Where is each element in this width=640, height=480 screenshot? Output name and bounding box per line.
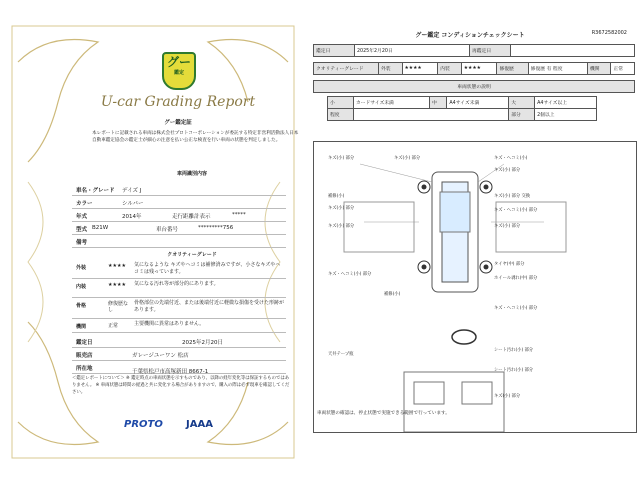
type-row <box>72 221 286 235</box>
car-diagram-drawing <box>314 142 636 432</box>
repair-value: 修復歴 有 程度 <box>528 63 587 75</box>
appraisal-date-value: 2025年2月20日 <box>355 45 470 57</box>
shop-label: 販売店 <box>76 353 93 359</box>
date-row <box>72 334 286 348</box>
type-label: 型式 <box>76 227 88 233</box>
address-label: 所在地 <box>76 366 93 372</box>
mileage-value: ***** <box>232 212 246 218</box>
grade-stars: 正常 <box>108 323 119 329</box>
reappraisal-value <box>511 45 635 57</box>
damage-label: ホイール剥れ(中) 部分 <box>494 276 538 281</box>
damage-label: キズ(小) 部分 交換 <box>494 194 531 199</box>
grade-engine <box>72 319 286 333</box>
grading-certificate <box>8 22 298 462</box>
damage-label: キズ(小) 部分 <box>494 394 521 399</box>
report-title: U-car Grading Report <box>100 94 256 110</box>
mileage-label: 走行距離計表示 <box>172 214 211 220</box>
exterior-label: 外装 <box>379 63 403 75</box>
engine-label: 機関 <box>587 63 611 75</box>
quality-table <box>313 62 635 75</box>
color-value: シルバー <box>122 201 144 207</box>
condition-check-sheet <box>305 30 635 470</box>
damage-diagram <box>313 141 637 433</box>
reappraisal-label: 再鑑定日 <box>470 45 511 57</box>
year-label: 年式 <box>76 214 88 220</box>
grade-text: 主要機関に異常はありません。 <box>134 321 205 327</box>
grade-frame <box>72 298 286 319</box>
size-a4-over: A4サイズ以上 <box>535 97 597 109</box>
size-legend-table <box>327 96 597 121</box>
damage-label: 補修(小) <box>384 292 401 297</box>
damage-label: キズ・ヘコミ(小) <box>494 156 528 161</box>
address-value: 千葉県松戸市高塚新田 8667-1 <box>132 369 209 375</box>
report-subtitle: グー鑑定証 <box>164 120 192 126</box>
shop-value: ガレージユーワン 松店 <box>132 353 189 359</box>
damage-label: キズ(小) 部分 <box>494 224 521 229</box>
seal-subtext: 鑑定 <box>173 70 184 76</box>
chassis-label: 車台番号 <box>156 227 179 233</box>
damage-label: キズ(小) 部分 <box>494 168 521 173</box>
interior-stars: ★★★★ <box>461 63 497 75</box>
seal-text: グー <box>166 55 191 69</box>
damage-label: キズ(小) 部分 <box>394 156 421 161</box>
sheet-title: グー鑑定 コンディションチェックシート <box>415 32 525 39</box>
size-large: 大 <box>509 97 535 109</box>
engine-value: 正常 <box>611 63 635 75</box>
grade-label: 外装 <box>76 265 87 271</box>
damage-label: キズ・ヘコミ(小) 部分 <box>494 208 538 213</box>
date-value: 2025年2月20日 <box>182 340 223 346</box>
size-mid: 中 <box>430 97 447 109</box>
address-row <box>72 360 286 374</box>
degree-value <box>353 109 508 121</box>
grade-stars: 修復歴なし <box>108 301 129 313</box>
year-value: 2014年 <box>122 214 142 220</box>
vehicle-section-title: 車両識別内容 <box>176 171 207 177</box>
degree-label: 程度 <box>328 109 354 121</box>
grade-text: 気になる汚れ等が部分的にあります。 <box>134 281 219 287</box>
size-a4: A4サイズ未満 <box>447 97 509 109</box>
color-label: カラー <box>76 201 93 207</box>
condition-title: 車両状態の説明 <box>314 81 635 93</box>
condition-title-table <box>313 80 635 93</box>
grade-label: 骨格 <box>76 303 87 309</box>
grade-interior <box>72 279 286 298</box>
sheet-id: R3672582002 <box>591 30 627 36</box>
proto-logo: PROTO <box>124 419 163 430</box>
part-value: 2個以上 <box>535 109 597 121</box>
date-table <box>313 44 635 57</box>
notes-label: 備考 <box>76 240 88 246</box>
shop-row <box>72 347 286 361</box>
damage-label: キズ・ヘコミ(小) 部分 <box>328 272 372 277</box>
date-label: 鑑定日 <box>76 340 93 346</box>
damage-label: キズ(小) 部分 <box>328 206 355 211</box>
damage-label: タイヤ(中) 部分 <box>494 262 525 267</box>
year-row <box>72 208 286 222</box>
size-card: カードサイズ未満 <box>353 97 429 109</box>
notes-row <box>72 234 286 248</box>
quality-section-title: クオリティーグレード <box>167 252 217 258</box>
quality-label: クオリティーグレード <box>314 63 379 75</box>
grade-label: 内装 <box>76 284 87 290</box>
report-notes: ＜鑑定レポートについて＞ ※ 鑑定時点の車両状態を示すものであり、以降の経年変化等は保証するものではありません。 ※ 車両状態は時間の経過と共に変化する場合がありますので、購入の際は必ず現車を確認してください。 <box>72 376 290 395</box>
grade-label: 機関 <box>76 324 87 330</box>
damage-label: シート汚れ(小) 部分 <box>494 348 534 353</box>
chassis-value: *********756 <box>198 225 234 231</box>
appraisal-date-label: 鑑定日 <box>314 45 355 57</box>
goo-appraisal-seal <box>162 52 196 90</box>
model-value: デイズ J <box>122 188 142 194</box>
damage-label: シート汚れ(小) 部分 <box>494 368 534 373</box>
damage-label: 天井テープ痕 <box>328 352 354 357</box>
type-value: B21W <box>92 225 109 231</box>
size-small: 小 <box>328 97 354 109</box>
grade-text: 骨格部位の先端付近、または後端付近に軽微な損傷を受けた形跡があります。 <box>134 300 285 313</box>
color-row <box>72 195 286 209</box>
grade-stars: ★★★★ <box>108 282 126 288</box>
part-label: 部分 <box>509 109 535 121</box>
damage-label: キズ(小) 部分 <box>328 156 355 161</box>
grade-stars: ★★★★ <box>108 263 126 269</box>
damage-label: キズ・ヘコミ(小) 部分 <box>494 306 538 311</box>
exterior-stars: ★★★★ <box>402 63 438 75</box>
damage-label: キズ(小) 部分 <box>328 224 355 229</box>
model-label: 車名・グレード <box>76 188 115 194</box>
jaaa-logo: JAAA <box>186 419 213 430</box>
grade-exterior <box>72 260 286 279</box>
interior-label: 内装 <box>438 63 462 75</box>
sheet-footer: 車両状態の確認は、停止状態で実施できる範囲で行っています。 <box>317 411 450 416</box>
repair-label: 修復歴 <box>497 63 528 75</box>
grade-text: 気になるような キズやヘコミは補修済みですが、小さなキズやヘコミは残っています。 <box>134 262 281 275</box>
damage-label: 補修(小) <box>328 194 345 199</box>
intro-text: 本レポートに記載される車両は株式会社プロトコーポレーションが委託する特定非営利活動法人日本自動車鑑定協会の鑑定士が細心の注意を払い公正な検査を行い車両の状態を判定しました。 <box>92 131 299 143</box>
model-row <box>72 182 286 196</box>
